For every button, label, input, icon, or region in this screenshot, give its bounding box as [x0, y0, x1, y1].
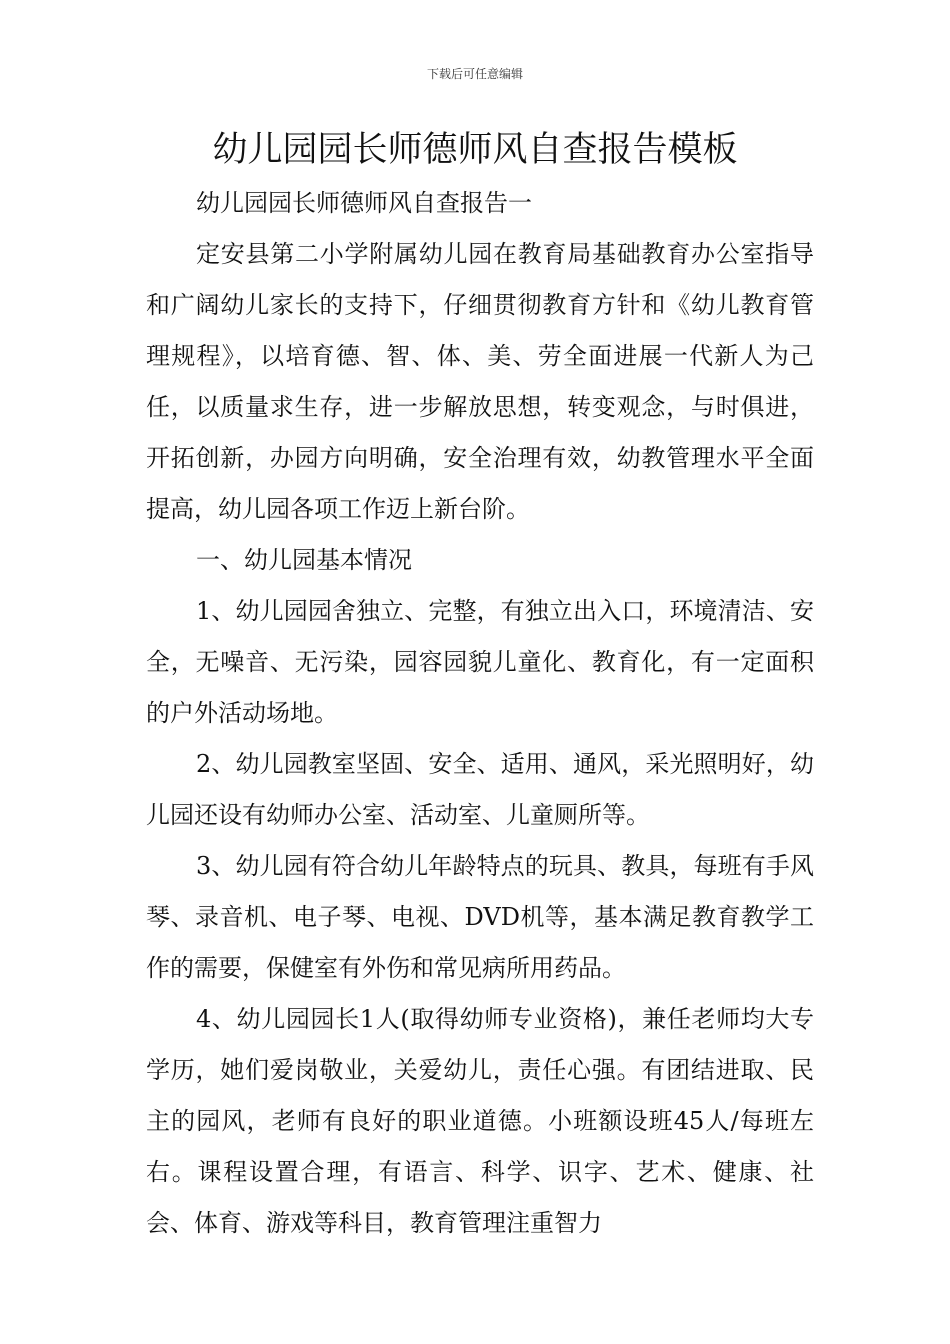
document-body — [146, 178, 814, 1249]
item-paragraph-3: 3、幼儿园有符合幼儿年龄特点的玩具、教具，每班有手风琴、录音机、电子琴、电视、DVD机等，基本满足教育教学工作的需要，保健室有外伤和常见病所用药品。 — [146, 852, 814, 982]
section-heading: 一、幼儿园基本情况 — [196, 546, 412, 574]
section-subtitle: 幼儿园园长师德师风自查报告一 — [196, 189, 532, 217]
header-note: 下载后可任意编辑 — [426, 67, 523, 81]
document-title: 幼儿园园长师德师风自查报告模板 — [212, 130, 738, 170]
item-paragraph-4: 4、幼儿园园长1人(取得幼师专业资格)，兼任老师均大专学历，她们爱岗敬业，关爱幼儿，责任心强。有团结进取、民主的园风，老师有良好的职业道德。小班额设班45人/每班左右。课程设置合理，有语言、科学、识字、艺术、健康、社会、体育、游戏等科目，教育管理注重智力 — [146, 1005, 814, 1237]
intro-paragraph: 定安县第二小学附属幼儿园在教育局基础教育办公室指导和广阔幼儿家长的支持下，仔细贯彻教育方针和《幼儿教育管理规程》，以培育德、智、体、美、劳全面进展一代新人为己任，以质量求生存，进一步解放思想，转变观念，与时俱进，开拓创新，办园方向明确，安全治理有效，幼教管理水平全面提高，幼儿园各项工作迈上新台阶。 — [146, 240, 814, 523]
item-paragraph-1: 1、幼儿园园舍独立、完整，有独立出入口，环境清洁、安全，无噪音、无污染，园容园貌儿童化、教育化，有一定面积的户外活动场地。 — [146, 597, 814, 727]
item-paragraph-2: 2、幼儿园教室坚固、安全、适用、通风，采光照明好，幼儿园还设有幼师办公室、活动室、儿童厕所等。 — [146, 750, 814, 829]
